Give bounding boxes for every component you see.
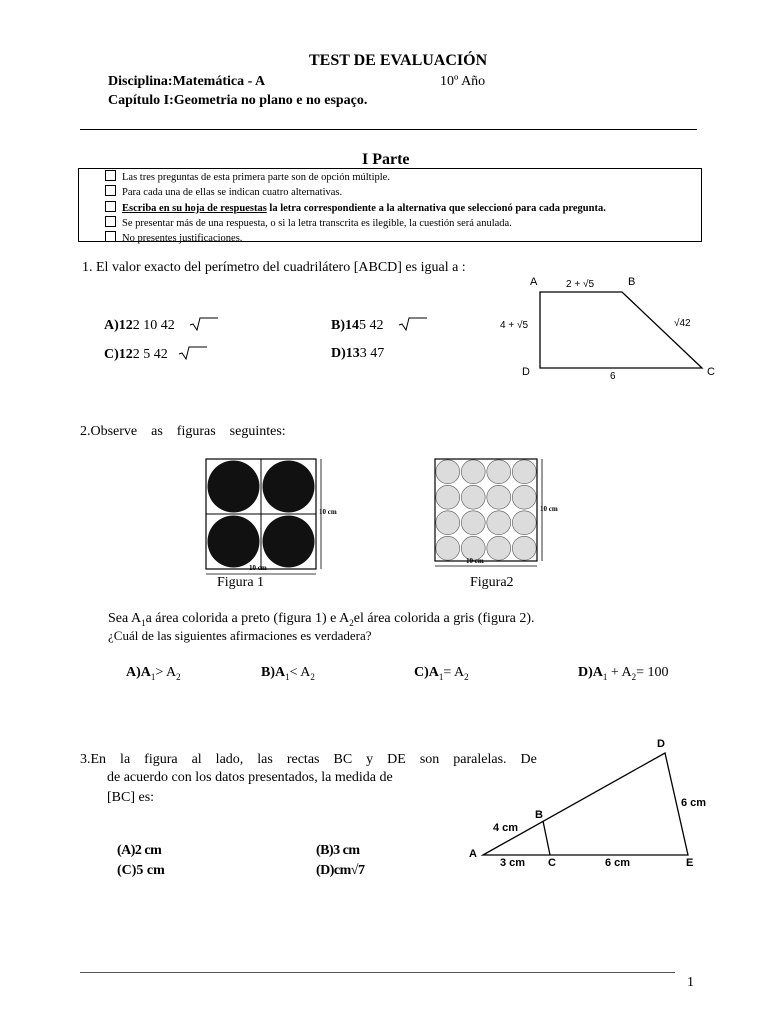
vertex-c-label: C: [548, 857, 556, 869]
vertex-b-label: B: [628, 276, 636, 288]
side-ad-label: 4 + √5: [500, 320, 529, 331]
q3-option-d: (D)cm√7: [316, 863, 365, 878]
instruction-item: Se presentar más de una respuesta, o si la letra transcrita es ilegible, la cuestión será anulada.: [105, 216, 701, 231]
q2-text: 2.Observe as figuras seguintes:: [80, 424, 286, 439]
vertex-c-label: C: [707, 366, 715, 378]
school-year: 10º Año: [440, 74, 486, 89]
q3-text-line2: de acuerdo con los datos presentados, la medida de: [107, 770, 393, 785]
figure1-caption: Figura 1: [217, 575, 265, 590]
vertex-b-label: B: [535, 809, 543, 821]
checkbox-icon: [105, 170, 116, 181]
instruction-item: No presentes justificaciones.: [105, 231, 701, 246]
instruction-item: Para cada una de ellas se indican cuatro alternativas.: [105, 185, 701, 200]
side-dc-label: 6: [610, 371, 616, 382]
gray-circle: [461, 460, 485, 484]
vertex-e-label: E: [686, 857, 694, 869]
fig1-side-label: 10 cm: [319, 508, 337, 516]
checkbox-icon: [105, 185, 116, 196]
part-title: I Parte: [362, 151, 410, 168]
q2-option-b: $B)A_1< A_2$: [261, 665, 315, 682]
page-number: 1: [687, 975, 694, 990]
gray-circle: [461, 485, 485, 509]
page-title: TEST DE EVALUACIÓN: [309, 52, 488, 69]
q1-option-a: A)122 10 42: [104, 317, 220, 334]
q3-option-c: (C)5 cm: [117, 863, 165, 878]
segment-bc: [543, 821, 550, 855]
vertex-d-label: D: [522, 366, 530, 378]
gray-circle: [512, 460, 536, 484]
segment-ac-label: 3 cm: [500, 857, 526, 869]
q3-option-a: (A)2 cm: [117, 843, 162, 858]
vertex-a-label: A: [530, 276, 538, 288]
gray-circle: [512, 511, 536, 535]
footer-divider: [80, 972, 675, 973]
checkbox-icon: [105, 201, 116, 212]
instruction-item: Las tres preguntas de esta primera parte son de opción múltiple.: [105, 170, 701, 185]
chapter: Capítulo I:Geometria no plano e no espaço.: [108, 93, 368, 108]
trapezoid-abcd: [540, 292, 702, 368]
gray-circle: [436, 511, 460, 535]
q3-text-line1: 3.En la figura al lado, las rectas BC y DE son paralelas. De: [80, 752, 537, 767]
instruction-item: Escriba en su hoja de respuestas la letra correspondiente a la alternativa que seleccionó para cada pregunta.: [105, 201, 701, 216]
gray-circle: [512, 536, 536, 560]
gray-circle: [487, 536, 511, 560]
fig2-bottom-label: 10 cm: [466, 557, 484, 565]
segment-ce-label: 6 cm: [605, 857, 631, 869]
q1-option-c: C)122 5 42: [104, 346, 209, 363]
q1-option-b: B)145 42: [331, 317, 429, 334]
gray-circle: [512, 485, 536, 509]
fig2-side-label: 10 cm: [540, 505, 558, 513]
gray-circle: [436, 460, 460, 484]
gray-circle: [487, 511, 511, 535]
sqrt-icon: [190, 317, 220, 331]
gray-circle: [436, 536, 460, 560]
triangle-ade: [483, 753, 688, 855]
q2-option-c: $C)A_1= A_2$: [414, 665, 469, 682]
gray-circle: [461, 511, 485, 535]
vertex-a-label: A: [469, 848, 477, 860]
sqrt-icon: [179, 346, 209, 360]
q2-figure1: [205, 458, 325, 574]
q3-option-b: (B)3 cm: [316, 843, 360, 858]
q1-option-d: D)133 47: [331, 346, 385, 361]
vertex-d-label: D: [657, 738, 665, 750]
q2-question: ¿Cuál de las siguientes afirmaciones es verdadera?: [108, 628, 372, 643]
instructions-box: [78, 168, 702, 245]
discipline: Disciplina:Matemática - A: [108, 74, 266, 89]
gray-circle: [487, 485, 511, 509]
q2-option-d: $D)A_1 + A_2= 100$: [578, 665, 669, 682]
segment-de-label: 6 cm: [681, 797, 707, 809]
figure2-caption: Figura2: [470, 575, 514, 590]
q2-statement: Sea $A_1a$ área colorida a preto (figura 1) e $A_2el$ área colorida a gris (figura 2).: [108, 611, 535, 628]
side-bc-label: √42: [674, 318, 691, 329]
q3-text-line3: [BC] es:: [107, 790, 155, 805]
gray-circle: [487, 460, 511, 484]
sqrt-icon: [399, 317, 429, 331]
side-ab-label: 2 + √5: [566, 279, 595, 290]
segment-ab-label: 4 cm: [493, 822, 519, 834]
checkbox-icon: [105, 231, 116, 242]
gray-circle: [436, 485, 460, 509]
q2-figure2: [434, 458, 546, 566]
fig1-bottom-label: 10 cm: [249, 564, 267, 572]
header-divider: [80, 129, 697, 130]
checkbox-icon: [105, 216, 116, 227]
q2-option-a: $A)A_1> A_2$: [126, 665, 181, 682]
q1-text: 1. El valor exacto del perímetro del cuadrilátero [ABCD] es igual a :: [82, 260, 466, 275]
